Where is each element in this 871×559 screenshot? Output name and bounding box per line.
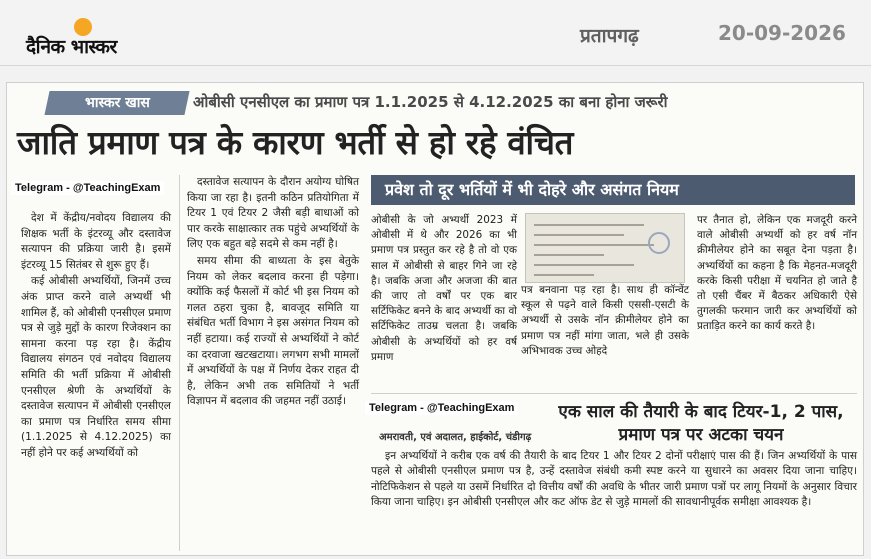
article-column-2 [187, 175, 359, 411]
masthead [0, 0, 871, 66]
certificate-photo [525, 213, 685, 283]
watermark-label: Telegram - @TeachingExam [11, 181, 164, 195]
edition-date: 20-09-2026 [718, 21, 846, 45]
kicker-badge-label: भास्कर खास [84, 95, 150, 111]
bottom-paragraph: इन अभ्यर्थियों ने करीब एक वर्ष की तैयारी के बाद टियर 1 और टियर 2 दोनों परीक्षाएं पास की हैं। जिन अभ्यर्थियों के पास पहले से ओबीसी एनसीएल प्रमाण पत्र है, उन्हें दस्तावेज संबंधी कमी स्पष्ट करने या सुधारने का अवसर दिया जाना चाहिए। नोटिफिकेशन से पहले या उसमें निर्धारित दो वित्तीय वर्षों की अवधि के भीतर जारी प्रमाण पत्रों पर लागू नियमों के अनुसार विचार किया जाना चाहिए। इन ओबीसी एनसीएल और कट ऑफ डेट से जुड़े मामलों की सावधानीपूर्वक समीक्षा आवश्यक है। [371, 450, 857, 509]
subheading-2: एक साल की तैयारी के बाद टियर-1, 2 पास, प्रमाण पत्र पर अटका चयन [558, 402, 844, 445]
logo-text: दैनिक भास्कर [26, 36, 117, 58]
watermark-label: Telegram - @TeachingExam [365, 401, 518, 415]
kicker-badge [44, 91, 189, 115]
column-paragraph: दस्तावेज सत्यापन के दौरान अयोग्य घोषित किया जा रहा है। इतनी कठिन प्रतियोगिता में टियर 1 एवं टियर 2 जैसी बड़ी बाधाओं को पार करके साक्षात्कार तक पहुंचे अभ्यर्थियों के लिए एक बहुत बड़े सदमे से कम नहीं है। [187, 176, 359, 251]
newspaper-page [6, 82, 864, 556]
article-column-1 [21, 211, 171, 463]
article-column-4: पत्र बनवाना पड़ रहा है। साथ ही कॉन्वेंट स्कूल से पढ़ने वाले किसी एससी-एसटी के अभ्यर्थी से उसके नॉन क्रीमीलेयर होने का प्रमाण पत्र नहीं मांगा जाता, भले ही उसके अभिभावक उच्च ओहदे [521, 284, 689, 357]
kicker-line: ओबीसी एनसीएल का प्रमाण पत्र 1.1.2025 से 4.12.2025 का बना होना जरूरी [193, 93, 668, 111]
column-paragraph: कई ओबीसी अभ्यर्थियों, जिनमें उच्च अंक प्राप्त करने वाले अभ्यर्थी भी शामिल हैं, को ओबीसी एनसीएल प्रमाण पत्र से जुड़े मुद्दों के कारण रिजेक्शन का सामना करना पड़ रहा है। केंद्रीय विद्यालय संगठन एवं नवोदय विद्यालय समिति की भर्ती प्रक्रिया में ओबीसी एनसीएल श्रेणी के अभ्यर्थियों के दस्तावेज सत्यापन में ओबीसी एनसीएल का प्रमाण पत्र निर्धारित समय सीमा (1.1.2025 से 4.12.2025) का नहीं होने पर कई अभ्यर्थियों को [21, 275, 171, 459]
column-divider [179, 175, 180, 551]
subheading-bar: प्रवेश तो दूर भर्तियों में भी दोहरे और असंगत नियम [371, 175, 855, 205]
section-divider [371, 393, 857, 394]
column-paragraph: समय सीमा की बाध्यता के इस बेतुके नियम को लेकर बदलाव करना ही पड़ेगा। क्योंकि कई फैसलों में कोर्ट भी इस नियम को गलत ठहरा चुका है, बावजूद समिति या संबंधित भर्ती विभाग ने इस असंगत नियम को नहीं हटाया। कई राज्यों से अभ्यर्थियों ने कोर्ट का दरवाजा खटखटाया। लगभग सभी मामलों में अभ्यर्थियों के पक्ष में निर्णय देकर राहत दी है, लेकिन अभी तक समितियों ने भर्ती विज्ञापन में बदलाव की जहमत नहीं उठाई। [187, 254, 359, 408]
edition-name: प्रतापगढ़ [580, 25, 639, 47]
headline: जाति प्रमाण पत्र के कारण भर्ती से हो रहे वंचित [17, 123, 574, 162]
byline: अमरावती, एवं अदालत, हाईकोर्ट, चंडीगढ़ [379, 432, 532, 443]
article-column-5: पर तैनात हो, लेकिन एक मजदूरी करने वाले ओबीसी अभ्यर्थी को हर वर्ष नॉन क्रीमीलेयर होने का सबूत देना पड़ता है। अभ्यर्थियों का कहना है कि मेहनत-मजदूरी करके किसी परीक्षा में चयनित हो जाते है तो एसी चैंबर में बैठकर अधिकारी ऐसे तुगलकी फरमान जारी कर अभ्यर्थियों को प्रताड़ित करने का कार्य करते है। [697, 214, 857, 333]
newspaper-logo [26, 18, 166, 58]
column-paragraph: देश में केंद्रीय/नवोदय विद्यालय की शिक्षक भर्ती के इंटरव्यू और दस्तावेज सत्यापन की प्रक्रिया जारी है। इसमें इंटरव्यू 15 सितंबर से शुरू हुए हैं। [21, 212, 171, 271]
stamp-icon [648, 232, 670, 254]
article-column-3: ओबीसी के जो अभ्यर्थी 2023 में ओबीसी में थे और 2026 का भी प्रमाण पत्र प्रस्तुत कर रहे है तो वो एक साल में ओबीसी से बाहर गिने जा रहे है। जबकि अजा और अजजा की बात की जाए तो वर्षों पर एक बार सर्टिफिकेट बनने के बाद अभ्यर्थी का वो सर्टिफिकेट ताउम्र चलता है। जबकि ओबीसी के अभ्यर्थियों को हर वर्ष प्रमाण [371, 214, 517, 363]
